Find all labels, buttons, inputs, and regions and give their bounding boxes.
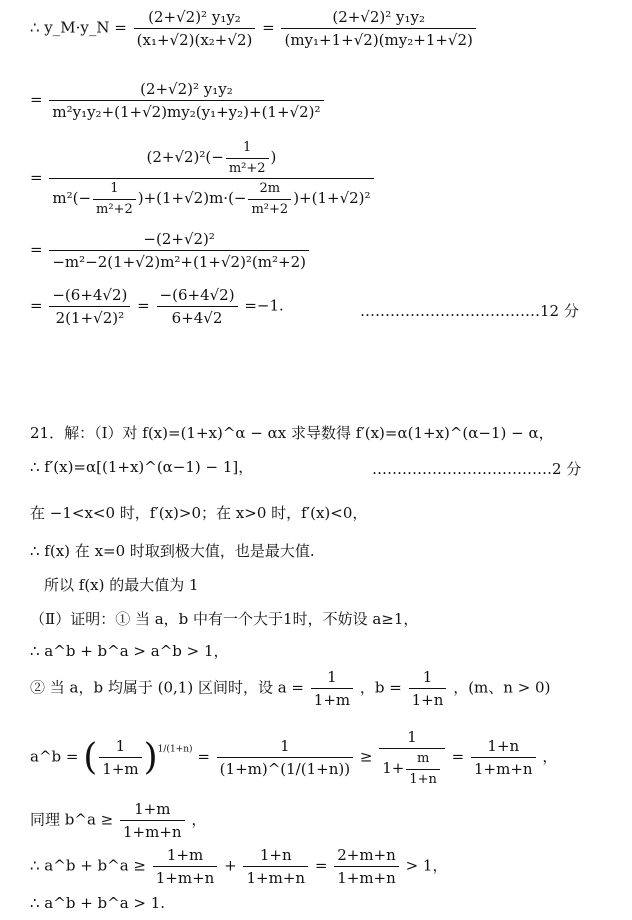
score-marker: ………………………………12 分: [360, 302, 579, 320]
equation-line-3: [30, 140, 376, 217]
equation-line-1: [30, 8, 478, 49]
sum-line: ∴ a^b + b^a ≥ $\frac{1+m}{1+m+n}$ + $\frac{1+n}{1+m+n}$ = $\frac{2+m+n}{1+m+n}$ > 1，: [30, 846, 448, 887]
fraction: $\frac{\text{−(2+√2)²}}{\text{−m²−2(1+√2)m²+(1+√2)²(m²+2)}}$: [49, 230, 309, 271]
fraction: (2+√2)²(− $\frac{1}{\text{m²+2}}$ ) m²(− $\frac{1}{\text{m²+2}}$ )+(1+√2)m·(− $\frac{2m}{\text{m²+2}}$ )+(1+√2)²: [49, 140, 373, 217]
equals-sign: =: [30, 240, 43, 259]
proof-case-2: ② 当 a，b 均属于 (0,1) 区间时，设 a = $\frac{1}{1+m}$ ，b = $\frac{1}{1+n}$ ，(m、n > 0): [30, 668, 551, 709]
similarly-line: 同理 b^a ≥ $\frac{1+m}{1+m+n}$ ，: [30, 800, 207, 841]
score-marker: ………………………………2 分: [372, 460, 582, 478]
fraction: $\frac{\text{(2+√2)² y₁y₂}}{\text{(x₁+√2)(x₂+√2)}}$: [134, 8, 256, 49]
equals-sign: =: [30, 296, 43, 315]
a-pow-b-line: a^b = ( $\frac{1}{1+m}$ )$^{1/(1+n)}$ = $\frac{1}{(1+m)\^{}(1/(1+n))}$ ≥ 1 1+ $\frac{m}{1+n}$ = $\frac{1+n}{1+m+n}$ ，: [30, 728, 558, 787]
equation-line-5: [30, 286, 284, 327]
extreme-line: ∴ f(x) 在 x=0 时取到极大值，也是最大值.: [30, 542, 315, 560]
equals-sign: =: [30, 168, 43, 187]
problem-21-header: 21．解：（Ⅰ）对 f(x)=(1+x)^α − αx 求导数得 f′(x)=α(1+x)^(α−1) − α，: [30, 424, 554, 442]
sign-line: 在 −1<x<0 时，f′(x)>0；在 x>0 时，f′(x)<0，: [30, 504, 368, 522]
fraction: $\frac{\text{(2+√2)² y₁y₂}}{\text{(my₁+1+√2)(my₂+1+√2)}}$: [281, 8, 475, 49]
equation-line-4: [30, 230, 311, 271]
max-value-line: 所以 f(x) 的最大值为 1: [44, 576, 199, 594]
fraction: $\frac{\text{(2+√2)² y₁y₂}}{\text{m²y₁y₂+(1+√2)my₂(y₁+y₂)+(1+√2)²}}$: [49, 80, 323, 121]
equals-sign: =: [262, 18, 275, 37]
final-conclusion: ∴ a^b + b^a > 1.: [30, 894, 166, 912]
equation-text: ∴ y_M·y_N =: [30, 18, 127, 37]
proof-case-1: （Ⅱ）证明：① 当 a，b 中有一个大于1时，不妨设 a≥1，: [30, 610, 419, 628]
derivative-line: ∴ f′(x)=α[(1+x)^(α−1) − 1]，: [30, 458, 254, 476]
equation-line-2: [30, 80, 326, 121]
equation-text: =−1.: [244, 296, 284, 315]
equals-sign: =: [137, 296, 150, 315]
fraction: $\frac{-(6+4√2)}{\text{2(1+√2)²}}$: [49, 286, 130, 327]
equals-sign: =: [30, 90, 43, 109]
fraction: $\frac{-(6+4√2)}{6+4√2}$: [157, 286, 238, 327]
proof-case-1-result: ∴ a^b + b^a > a^b > 1，: [30, 642, 229, 660]
